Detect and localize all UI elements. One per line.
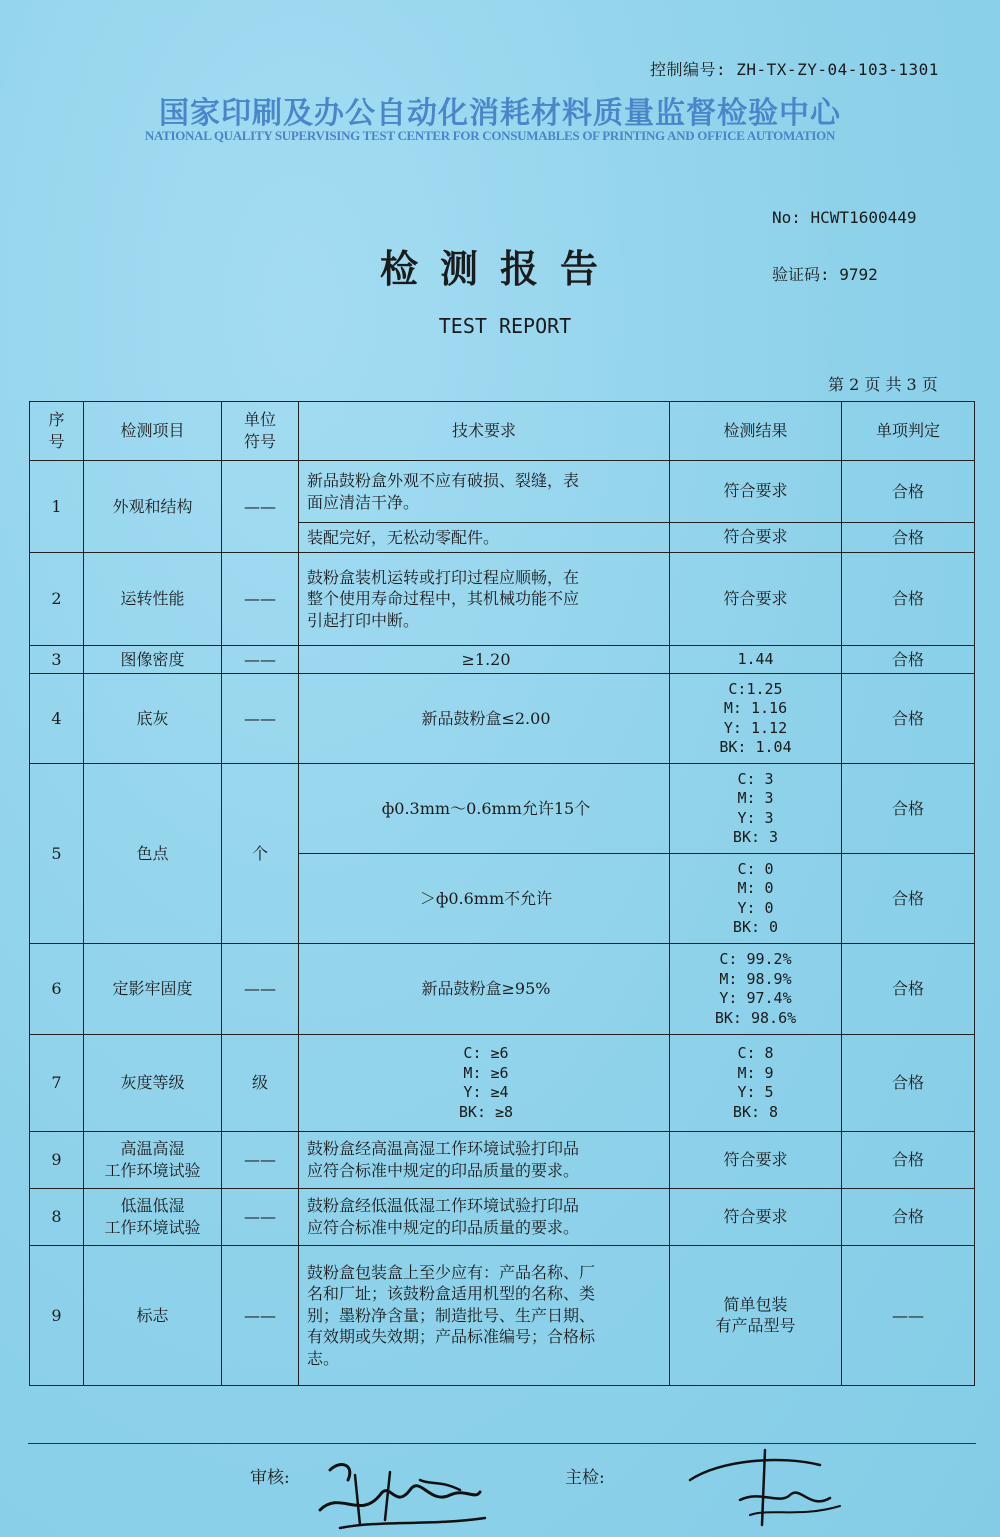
cell-verdict: ——: [842, 1246, 975, 1386]
table-row: [30, 1189, 975, 1246]
cell-verdict: 合格: [842, 1189, 975, 1246]
req-line: 面应清洁干净。: [307, 492, 420, 512]
result-line: BK: 8: [732, 1102, 779, 1121]
cell-requirement: 装配完好，无松动零配件。: [299, 523, 670, 553]
page-indicator: 第 2 页 共 3 页: [828, 375, 938, 394]
cell-seq: 2: [30, 553, 84, 646]
req-line: 应符合标准中规定的印品质量的要求。: [307, 1161, 580, 1180]
result-line: C: 99.2%: [719, 950, 792, 968]
table-row: [30, 674, 975, 764]
cell-unit: 个: [222, 764, 299, 944]
cell-seq: 6: [30, 944, 84, 1035]
req-line: C: ≥6: [463, 1044, 509, 1062]
cell-unit: ——: [222, 461, 299, 553]
table-row: [30, 1246, 975, 1386]
result-line: Y: 97.4%: [719, 989, 792, 1007]
cell-item: 运转性能: [84, 553, 222, 646]
header-result: 检测结果: [670, 402, 842, 461]
req-line: 新品鼓粉盒外观不应有破损、裂缝，表: [307, 470, 580, 490]
cell-verdict: 合格: [842, 461, 975, 523]
result-line: M: 98.9%: [719, 969, 792, 988]
cell-unit: 级: [222, 1035, 299, 1132]
cell-verdict: 合格: [842, 854, 975, 944]
req-line: 整个使用寿命过程中，其机械功能不应: [307, 589, 580, 609]
cell-seq: 9: [30, 1132, 84, 1189]
header-unit: [222, 402, 299, 461]
cell-item: 标志: [84, 1246, 222, 1386]
req-line: 应符合标准中规定的印品质量的要求。: [307, 1218, 580, 1237]
header-item: 检测项目: [84, 402, 222, 461]
cell-item: [84, 1189, 222, 1246]
control-number: 控制编号: ZH-TX-ZY-04-103-1301: [650, 60, 939, 79]
audit-label: 审核:: [250, 1468, 290, 1488]
report-title-en: TEST REPORT: [438, 314, 572, 338]
cell-verdict: 合格: [842, 674, 975, 764]
table-row: [30, 944, 975, 1035]
header-verdict: 单项判定: [842, 402, 975, 461]
table-row: [30, 764, 975, 854]
cell-unit: ——: [222, 944, 299, 1035]
cell-requirement: [299, 1246, 670, 1386]
cell-unit: ——: [222, 1189, 299, 1246]
cell-requirement: [299, 461, 670, 523]
result-line: M: 0: [737, 879, 774, 897]
header-seq-line: 号: [48, 432, 65, 451]
cell-seq: 8: [30, 1189, 84, 1246]
cell-result: 1.44: [670, 646, 842, 674]
result-line: Y: 1.12: [723, 718, 788, 737]
cell-item: 外观和结构: [84, 461, 222, 553]
cell-result: [670, 674, 842, 764]
req-line: 鼓粉盒经高温高湿工作环境试验打印品: [307, 1139, 580, 1159]
header-requirement: 技术要求: [299, 402, 670, 461]
cell-requirement: [299, 1132, 670, 1189]
cell-seq: 9: [30, 1246, 84, 1386]
cell-requirement: 新品鼓粉盒≤2.00: [299, 674, 670, 764]
item-line: 高温高湿: [120, 1139, 185, 1159]
cell-verdict: 合格: [842, 944, 975, 1035]
cell-verdict: 合格: [842, 764, 975, 854]
center-name-en: NATIONAL QUALITY SUPERVISING TEST CENTER FOR CONSUMABLES OF PRINTING AND OFFICE AUTOMATION: [144, 128, 836, 143]
result-line: C: 3: [737, 769, 774, 788]
table-row: [30, 1035, 975, 1132]
report-number: No: HCWT1600449: [772, 208, 917, 227]
result-line: C:1.25: [728, 679, 783, 698]
req-line: 引起打印中断。: [307, 610, 420, 630]
req-line: 志。: [307, 1348, 340, 1368]
cell-result: 符合要求: [670, 1189, 842, 1246]
cell-result: 符合要求: [670, 523, 842, 553]
cell-unit: ——: [222, 1246, 299, 1386]
cell-requirement: [299, 553, 670, 646]
item-line: 低温低湿: [120, 1196, 185, 1216]
cell-item: [84, 1132, 222, 1189]
cell-result: [670, 1246, 842, 1386]
cell-seq: 1: [30, 461, 84, 553]
table-row: [30, 461, 975, 523]
req-line: 名和厂址；该鼓粉盒适用机型的名称、类: [307, 1284, 596, 1304]
table-row: [30, 553, 975, 646]
cell-verdict: 合格: [842, 553, 975, 646]
cell-requirement: ＞ф0.6mm不允许: [299, 854, 670, 944]
req-line: 鼓粉盒经低温低湿工作环境试验打印品: [307, 1196, 580, 1216]
verify-code: 验证码: 9792: [772, 265, 878, 284]
cell-item: 灰度等级: [84, 1035, 222, 1132]
cell-verdict: 合格: [842, 1035, 975, 1132]
req-line: 鼓粉盒包装盒上至少应有：产品名称、厂: [307, 1262, 596, 1282]
cell-result: 符合要求: [670, 553, 842, 646]
cell-item: 底灰: [84, 674, 222, 764]
cell-result: [670, 764, 842, 854]
result-line: C: 0: [737, 859, 774, 878]
result-line: 有产品型号: [715, 1315, 796, 1335]
req-line: 别；墨粉净含量；制造批号、生产日期、: [307, 1305, 596, 1325]
cell-verdict: 合格: [842, 646, 975, 674]
table-row: [30, 646, 975, 674]
cell-seq: 4: [30, 674, 84, 764]
cell-unit: ——: [222, 553, 299, 646]
item-line: 工作环境试验: [104, 1218, 201, 1237]
header-unit-line: 符号: [243, 432, 276, 451]
result-line: BK: 98.6%: [714, 1008, 797, 1027]
cell-verdict: 合格: [842, 523, 975, 553]
result-line: Y: 5: [737, 1083, 774, 1101]
result-line: M: 1.16: [723, 699, 788, 717]
item-line: 工作环境试验: [104, 1161, 201, 1180]
table-header-row: [30, 402, 975, 461]
cell-result: [670, 854, 842, 944]
cell-seq: 3: [30, 646, 84, 674]
result-line: 简单包装: [723, 1294, 788, 1314]
check-label: 主检:: [565, 1468, 605, 1488]
cell-result: 符合要求: [670, 461, 842, 523]
cell-seq: 5: [30, 764, 84, 944]
result-line: BK: 3: [732, 828, 779, 846]
table-row: [30, 1132, 975, 1189]
result-line: Y: 0: [737, 898, 774, 917]
cell-requirement: ≥1.20: [299, 646, 670, 674]
report-title-cn: 检测报告: [379, 247, 620, 291]
req-line: 鼓粉盒装机运转或打印过程应顺畅，在: [307, 567, 580, 587]
inspector-signature: [680, 1440, 850, 1530]
cell-requirement: 新品鼓粉盒≥95%: [299, 944, 670, 1035]
cell-requirement: ф0.3mm～0.6mm允许15个: [299, 764, 670, 854]
header-seq-line: 序: [48, 410, 65, 430]
req-line: 有效期或失效期；产品标准编号；合格标: [307, 1327, 596, 1347]
cell-unit: ——: [222, 674, 299, 764]
result-line: BK: 0: [732, 918, 779, 936]
req-line: M: ≥6: [463, 1063, 509, 1082]
cell-verdict: 合格: [842, 1132, 975, 1189]
result-line: M: 9: [737, 1063, 774, 1082]
cell-item: 图像密度: [84, 646, 222, 674]
test-results-table: [29, 401, 975, 1386]
result-line: M: 3: [737, 789, 774, 807]
cell-result: [670, 944, 842, 1035]
cell-requirement: [299, 1189, 670, 1246]
req-line: BK: ≥8: [458, 1102, 514, 1121]
cell-item: 色点: [84, 764, 222, 944]
cell-unit: ——: [222, 1132, 299, 1189]
result-line: Y: 3: [737, 808, 774, 827]
cell-item: 定影牢固度: [84, 944, 222, 1035]
header-unit-line: 单位: [243, 410, 276, 430]
auditor-signature: [300, 1450, 500, 1535]
result-line: BK: 1.04: [719, 738, 792, 756]
cell-result: 符合要求: [670, 1132, 842, 1189]
cell-seq: 7: [30, 1035, 84, 1132]
cell-requirement: [299, 1035, 670, 1132]
cell-unit: ——: [222, 646, 299, 674]
header-seq: [30, 402, 84, 461]
result-line: C: 8: [737, 1044, 774, 1062]
center-name-cn: 国家印刷及办公自动化消耗材料质量监督检验中心: [159, 96, 841, 131]
req-line: Y: ≥4: [463, 1083, 509, 1101]
cell-result: [670, 1035, 842, 1132]
